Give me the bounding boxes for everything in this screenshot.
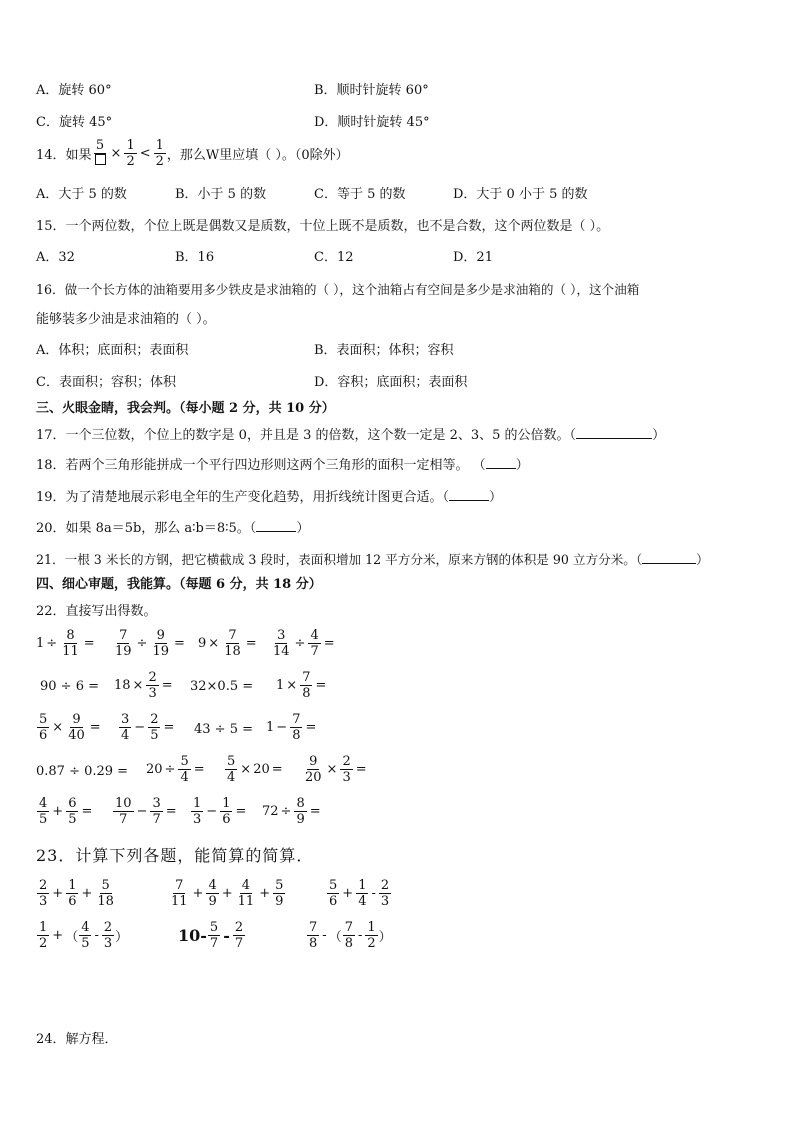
q22-r5-e2: $\frac{10}{7}$ − $\frac{3}{7}$ = (115, 796, 177, 827)
q22-r1-e3: 9 × $\frac{7}{18}$ = (198, 628, 257, 659)
q22-r1-e4: $\frac{3}{14}$ ÷ $\frac{4}{7}$ = (273, 628, 335, 659)
q13-option-a: A．旋转 60° (36, 83, 112, 98)
q15-option-b: B．16 (175, 250, 215, 265)
q23-f: $\frac{7}{8}$ - （ $\frac{7}{8}$ - $\frac{1}{2}$ ） (309, 920, 392, 951)
q16-option-b: B．表面积；体积；容积 (314, 343, 454, 358)
q22-r5-e1: $\frac{4}{5}$ + $\frac{6}{5}$ = (39, 796, 93, 827)
q16-option-c: C．表面积；容积；体积 (36, 375, 176, 390)
q14-option-b: B．小于 5 的数 (175, 187, 267, 202)
q22-r4-e2: 20 ÷ $\frac{5}{4}$ = (146, 754, 205, 785)
q22-r2-e2: 18 × $\frac{2}{3}$ = (114, 670, 173, 701)
q19-question: 19．为了清楚地展示彩电全年的生产变化趋势，用折线统计图更合适。（ ） (36, 490, 503, 505)
q14-fraction-1: 5 (93, 138, 108, 169)
placeholder-box-icon (95, 154, 106, 165)
q22-r3-e4: 1 − $\frac{7}{8}$ = (266, 712, 317, 743)
q14-question: 14．如果 5 × $\frac{1}{2}$ < $\frac{1}{2}$ ，那么W里应填（ ）。（0除外） (36, 138, 349, 169)
q20-question: 20．如果 8a＝5b，那么 a∶b＝8∶5。（ ） (36, 521, 310, 536)
q23-e: 10- $\frac{5}{7}$ - $\frac{2}{7}$ (178, 920, 244, 951)
answer-blank[interactable] (486, 456, 516, 469)
q22-r5-e4: 72 ÷ $\frac{8}{9}$ = (262, 796, 321, 827)
q23-a: $\frac{2}{3}$ + $\frac{1}{6}$ + $\frac{5}{18}$ (39, 878, 114, 909)
q22-r1-e2: $\frac{7}{19}$ ÷ $\frac{9}{19}$ = (115, 628, 185, 659)
q15-option-d: D．21 (453, 250, 493, 265)
answer-blank[interactable] (642, 551, 696, 564)
q22-r2-e4: 1 × $\frac{7}{8}$ = (276, 670, 327, 701)
q14-suffix: ，那么W里应填（ ）。（0除外） (166, 148, 349, 163)
q14-option-d: D．大于 0 小于 5 的数 (453, 187, 588, 202)
section-4-heading: 四、细心审题，我能算。（每题 6 分，共 18 分） (36, 577, 322, 592)
q22-r4-e4: $\frac{9}{20}$ × $\frac{2}{3}$ = (305, 754, 367, 785)
q22-title: 22．直接写出得数。 (36, 604, 157, 619)
q22-r3-e1: $\frac{5}{6}$ × $\frac{9}{40}$ = (39, 712, 101, 743)
q22-r3-e2: $\frac{3}{4}$ − $\frac{2}{5}$ = (121, 712, 175, 743)
q24-title: 24．解方程． (36, 1032, 118, 1047)
q17-question: 17．一个三位数，个位上的数字是 0，并且是 3 的倍数，这个数一定是 2、3、5 的公倍数。（ ） (36, 428, 666, 443)
q23-d: $\frac{1}{2}$ + （ $\frac{4}{5}$ - $\frac{2}{3}$ ） (39, 920, 129, 951)
q16-option-d: D．容积；底面积；表面积 (314, 375, 468, 390)
q14-option-a: A．大于 5 的数 (36, 187, 127, 202)
q22-r3-e3: 43 ÷ 5 = (194, 722, 253, 737)
q14-fraction-2: $\frac{1}{2}$ (126, 138, 135, 169)
q14-fraction-3: $\frac{1}{2}$ (155, 138, 164, 169)
q14-option-c: C．等于 5 的数 (314, 187, 406, 202)
q22-r5-e3: $\frac{1}{3}$ − $\frac{1}{6}$ = (193, 796, 247, 827)
q16-option-a: A．体积；底面积；表面积 (36, 343, 189, 358)
q22-r2-e3: 32×0.5 = (190, 679, 254, 694)
q21-question: 21．一根 3 米长的方钢，把它横截成 3 段时，表面积增加 12 平方分米，原来方钢的体积是 90 立方分米。（ ） (36, 552, 709, 567)
q13-option-d: D．顺时针旋转 45° (314, 115, 430, 130)
q22-r4-e1: 0.87 ÷ 0.29 = (36, 764, 129, 779)
q14-prefix: 14．如果 (36, 148, 92, 163)
q18-question: 18．若两个三角形能拼成一个平行四边形则这两个三角形的面积一定相等。 （ ） (36, 458, 529, 473)
q23-title: 23．计算下列各题，能简算的简算． (36, 846, 314, 865)
q15-option-a: A．32 (36, 250, 75, 265)
q22-r4-e3: $\frac{5}{4}$ × 20 = (227, 754, 283, 785)
q23-b: $\frac{7}{11}$ + $\frac{4}{9}$ + $\frac{4}{11}$ + $\frac{5}{9}$ (171, 878, 284, 909)
answer-blank[interactable] (256, 519, 296, 532)
q23-c: $\frac{5}{6}$ + $\frac{1}{4}$ - $\frac{2}{3}$ (329, 878, 390, 909)
section-3-heading: 三、火眼金睛，我会判。（每小题 2 分，共 10 分） (36, 401, 335, 416)
q15-question: 15．一个两位数，个位上既是偶数又是质数，十位上既不是质数，也不是合数，这个两位数是（ ）。 (36, 219, 610, 234)
q13-option-b: B．顺时针旋转 60° (314, 83, 429, 98)
answer-blank[interactable] (449, 488, 489, 501)
q13-option-c: C．旋转 45° (36, 115, 113, 130)
q16-question-line2: 能够装多少油是求油箱的（ ）。 (36, 312, 216, 327)
q15-option-c: C．12 (314, 250, 354, 265)
answer-blank[interactable] (576, 426, 652, 439)
q16-question-line1: 16．做一个长方体的油箱要用多少铁皮是求油箱的（ ），这个油箱占有空间是多少是求油箱的（ ），这个油箱 (36, 282, 640, 297)
q22-r1-e1: 1 ÷ $\frac{8}{11}$ = (36, 628, 95, 659)
q22-r2-e1: 90 ÷ 6 = (40, 679, 99, 694)
